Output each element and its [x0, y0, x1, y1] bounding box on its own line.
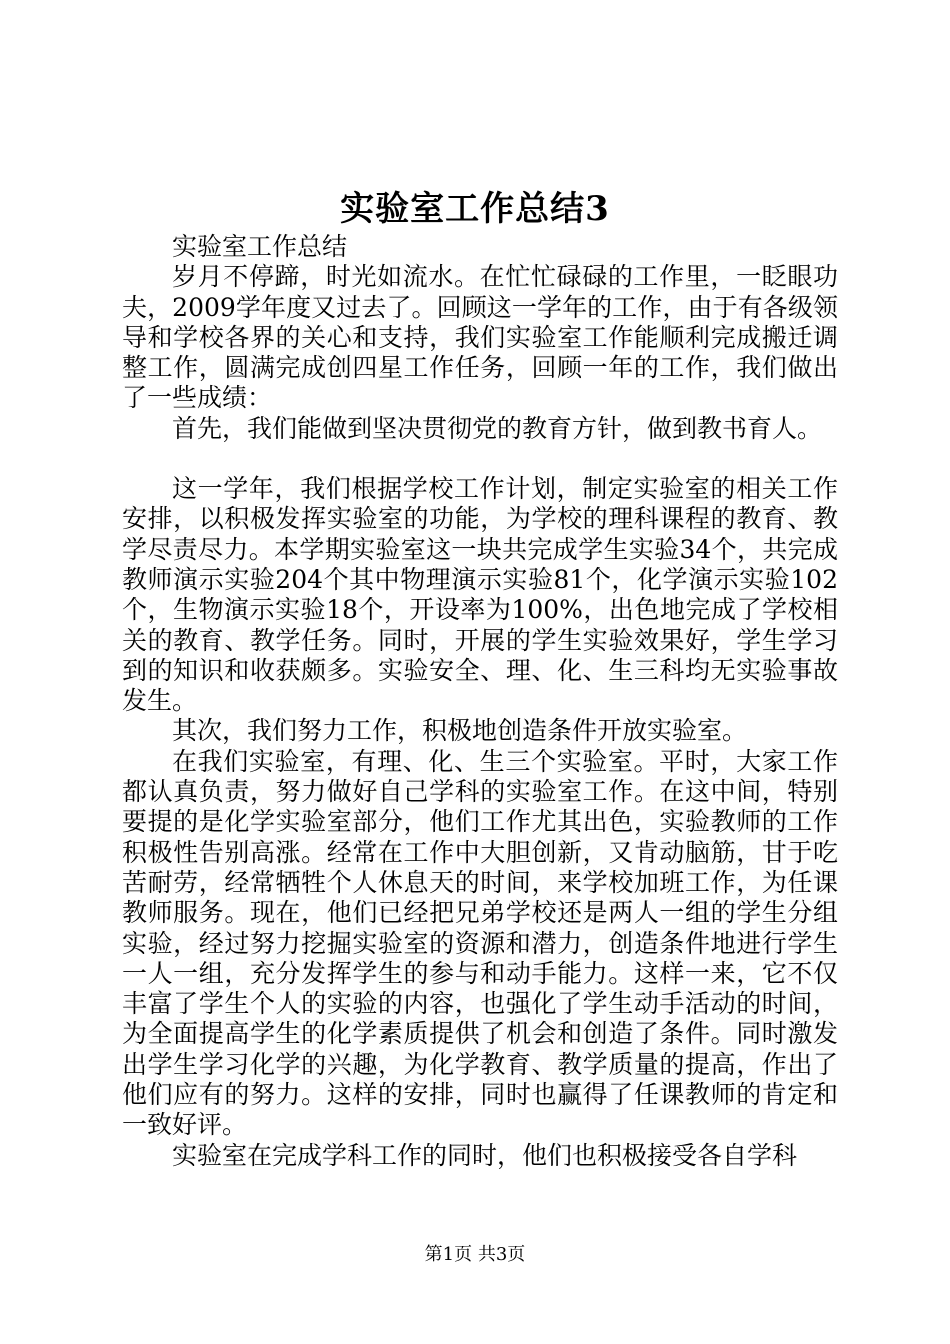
document-body [122, 232, 838, 1171]
paragraph-intro: 岁月不停蹄，时光如流水。在忙忙碌碌的工作里，一眨眼功夫，2009学年度又过去了。回顾这一学年的工作，由于有各级领导和学校各界的关心和支持，我们实验室工作能顺利完成搬迁调整工作，圆满完成创四星工作任务，回顾一年的工作，我们做出了一些成绩： [122, 262, 838, 413]
blank-line [122, 444, 838, 474]
paragraph-continued: 实验室在完成学科工作的同时，他们也积极接受各自学科 [172, 1140, 798, 1170]
paragraph-year-summary: 这一学年，我们根据学校工作计划，制定实验室的相关工作安排，以积极发挥实验室的功能，为学校的理科课程的教育、教学尽责尽力。本学期实验室这一块共完成学生实验34个，共完成教师演示实验204个其中物理演示实验81个，化学演示实验102个，生物演示实验18个，开设率为100%，出色地完成了学校相关的教育、教学任务。同时，开展的学生实验效果好，学生学习到的知识和收获颇多。实验安全、理、化、生三科均无实验事故发生。 [122, 474, 838, 716]
paragraph-lab-details: 在我们实验室，有理、化、生三个实验室。平时，大家工作都认真负责，努力做好自己学科的实验室工作。在这中间，特别要提的是化学实验室部分，他们工作尤其出色，实验教师的工作积极性告别高涨。经常在工作中大胆创新，又肯动脑筋，甘于吃苦耐劳，经常牺牲个人休息天的时间，来学校加班工作，为任课教师服务。现在，他们已经把兄弟学校还是两人一组的学生分组实验，经过努力挖掘实验室的资源和潜力，创造条件地进行学生一人一组，充分发挥学生的参与和动手能力。这样一来，它不仅丰富了学生个人的实验的内容，也强化了学生动手活动的时间，为全面提高学生的化学素质提供了机会和创造了条件。同时激发出学生学习化学的兴趣，为化学教育、教学质量的提高，作出了他们应有的努力。这样的安排，同时也赢得了任课教师的肯定和一致好评。 [122, 746, 838, 1140]
paragraph-heading: 实验室工作总结 [172, 232, 348, 261]
document-title: 实验室工作总结3 [340, 189, 610, 229]
paragraph-first-point: 首先，我们能做到坚决贯彻党的教育方针，做到教书育人。 [172, 413, 823, 443]
page-number: 第1页 共3页 [424, 1244, 526, 1265]
paragraph-second-point: 其次，我们努力工作，积极地创造条件开放实验室。 [172, 716, 748, 746]
